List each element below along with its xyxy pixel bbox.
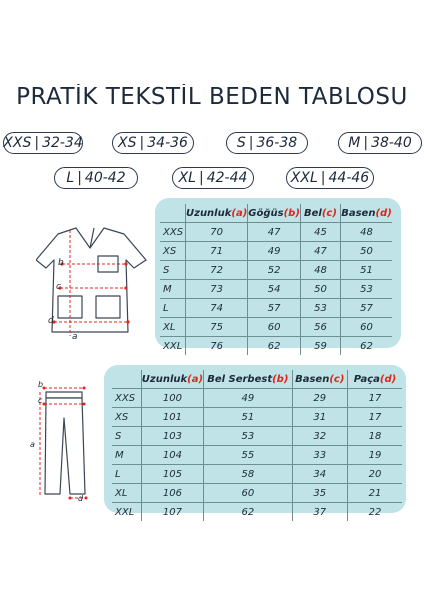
value-cell: 62 [341, 337, 392, 356]
size-pill-range: 44-46 [328, 170, 370, 186]
table-row [160, 223, 392, 242]
value-cell: 71 [186, 242, 248, 261]
size-pill-range: 32-34 [42, 135, 83, 151]
size-cell: XXS [112, 389, 141, 408]
value-cell: 53 [341, 280, 392, 299]
table-row [160, 242, 392, 261]
header-length: Uzunluk(a) [186, 204, 248, 223]
value-cell: 50 [341, 242, 392, 261]
header-size-cell [160, 204, 186, 223]
size-cell: S [112, 427, 141, 446]
size-pill-range: 42-44 [206, 170, 248, 186]
value-cell: 70 [186, 223, 248, 242]
size-pill-xl: XL | 42-44 [172, 167, 254, 189]
value-cell: 22 [347, 503, 402, 522]
header-hip: Basen(d) [341, 204, 392, 223]
value-cell: 17 [347, 389, 402, 408]
table-row [112, 484, 402, 503]
size-pill-s: S | 36-38 [226, 132, 308, 154]
value-cell: 19 [347, 446, 402, 465]
value-cell: 31 [292, 408, 347, 427]
header-hem: Paça(d) [347, 370, 402, 389]
size-cell: XXL [112, 503, 141, 522]
value-cell: 51 [341, 261, 392, 280]
value-cell: 105 [141, 465, 203, 484]
value-cell: 100 [141, 389, 203, 408]
pants-label-c: c [38, 396, 43, 405]
table-header-row [160, 204, 392, 223]
value-cell: 76 [186, 337, 248, 356]
size-pill-range: 36-38 [256, 135, 298, 151]
pants-label-b: b [38, 380, 44, 389]
value-cell: 53 [300, 299, 340, 318]
table-row [112, 408, 402, 427]
table-row [112, 446, 402, 465]
value-cell: 49 [204, 389, 293, 408]
size-cell: L [112, 465, 141, 484]
value-cell: 47 [248, 223, 301, 242]
value-cell: 20 [347, 465, 402, 484]
pants-label-a: a [30, 440, 35, 449]
size-pill-label: XXS [3, 135, 32, 151]
value-cell: 48 [341, 223, 392, 242]
table-row [160, 299, 392, 318]
value-cell: 101 [141, 408, 203, 427]
table-row [112, 427, 402, 446]
size-cell: L [160, 299, 186, 318]
table-header-row [112, 370, 402, 389]
size-cell: XS [160, 242, 186, 261]
value-cell: 17 [347, 408, 402, 427]
size-pill-m: M | 38-40 [338, 132, 422, 154]
value-cell: 47 [300, 242, 340, 261]
size-cell: S [160, 261, 186, 280]
size-pill-l: L | 40-42 [54, 167, 138, 189]
size-pill-label: XS [118, 135, 137, 151]
bottom-size-table [112, 370, 402, 521]
header-hip: Basen(c) [292, 370, 347, 389]
value-cell: 55 [204, 446, 293, 465]
header-waist-free: Bel Serbest(b) [204, 370, 293, 389]
size-pill-label: XXL [290, 170, 318, 186]
value-cell: 72 [186, 261, 248, 280]
value-cell: 54 [248, 280, 301, 299]
shirt-label-d: d [48, 316, 54, 326]
value-cell: 60 [204, 484, 293, 503]
value-cell: 18 [347, 427, 402, 446]
table-row [160, 337, 392, 356]
table-row [160, 261, 392, 280]
shirt-label-a: a [72, 332, 78, 342]
size-pill-label: XL [178, 170, 196, 186]
shirt-label-b: b [58, 258, 64, 268]
header-chest: Göğüs(b) [248, 204, 301, 223]
header-waist: Bel(c) [300, 204, 340, 223]
value-cell: 103 [141, 427, 203, 446]
table-row [112, 389, 402, 408]
value-cell: 35 [292, 484, 347, 503]
size-pill-xxl: XXL | 44-46 [286, 167, 374, 189]
size-cell: M [160, 280, 186, 299]
table-row [160, 280, 392, 299]
value-cell: 34 [292, 465, 347, 484]
table-row [112, 503, 402, 522]
value-cell: 29 [292, 389, 347, 408]
value-cell: 57 [341, 299, 392, 318]
size-cell: XS [112, 408, 141, 427]
size-pill-label: S [236, 135, 246, 151]
size-pill-range: 34-36 [147, 135, 188, 151]
value-cell: 33 [292, 446, 347, 465]
size-cell: M [112, 446, 141, 465]
size-pill-label: L [66, 170, 75, 186]
value-cell: 106 [141, 484, 203, 503]
value-cell: 56 [300, 318, 340, 337]
scrub-top-illustration [36, 222, 156, 342]
value-cell: 75 [186, 318, 248, 337]
value-cell: 49 [248, 242, 301, 261]
value-cell: 21 [347, 484, 402, 503]
shirt-label-c: c [56, 282, 61, 292]
value-cell: 48 [300, 261, 340, 280]
value-cell: 51 [204, 408, 293, 427]
size-pill-label: M [348, 135, 361, 151]
value-cell: 45 [300, 223, 340, 242]
table-row [112, 465, 402, 484]
size-cell: XL [112, 484, 141, 503]
size-cell: XXS [160, 223, 186, 242]
value-cell: 104 [141, 446, 203, 465]
value-cell: 50 [300, 280, 340, 299]
size-cell: XL [160, 318, 186, 337]
pants-label-d: d [78, 494, 84, 503]
value-cell: 57 [248, 299, 301, 318]
top-size-table [160, 204, 392, 355]
size-pill-xxs: XXS | 32-34 [3, 132, 83, 154]
header-size-cell [112, 370, 141, 389]
value-cell: 107 [141, 503, 203, 522]
value-cell: 52 [248, 261, 301, 280]
value-cell: 58 [204, 465, 293, 484]
value-cell: 53 [204, 427, 293, 446]
value-cell: 60 [248, 318, 301, 337]
table-row [160, 318, 392, 337]
value-cell: 73 [186, 280, 248, 299]
size-pill-xs: XS | 34-36 [112, 132, 194, 154]
value-cell: 62 [204, 503, 293, 522]
size-pill-range: 38-40 [371, 135, 412, 151]
value-cell: 37 [292, 503, 347, 522]
value-cell: 74 [186, 299, 248, 318]
size-cell: XXL [160, 337, 186, 356]
value-cell: 62 [248, 337, 301, 356]
page-title: PRATİK TEKSTİL BEDEN TABLOSU [16, 84, 408, 110]
value-cell: 59 [300, 337, 340, 356]
size-pill-range: 40-42 [84, 170, 126, 186]
header-length: Uzunluk(a) [141, 370, 203, 389]
value-cell: 32 [292, 427, 347, 446]
value-cell: 60 [341, 318, 392, 337]
